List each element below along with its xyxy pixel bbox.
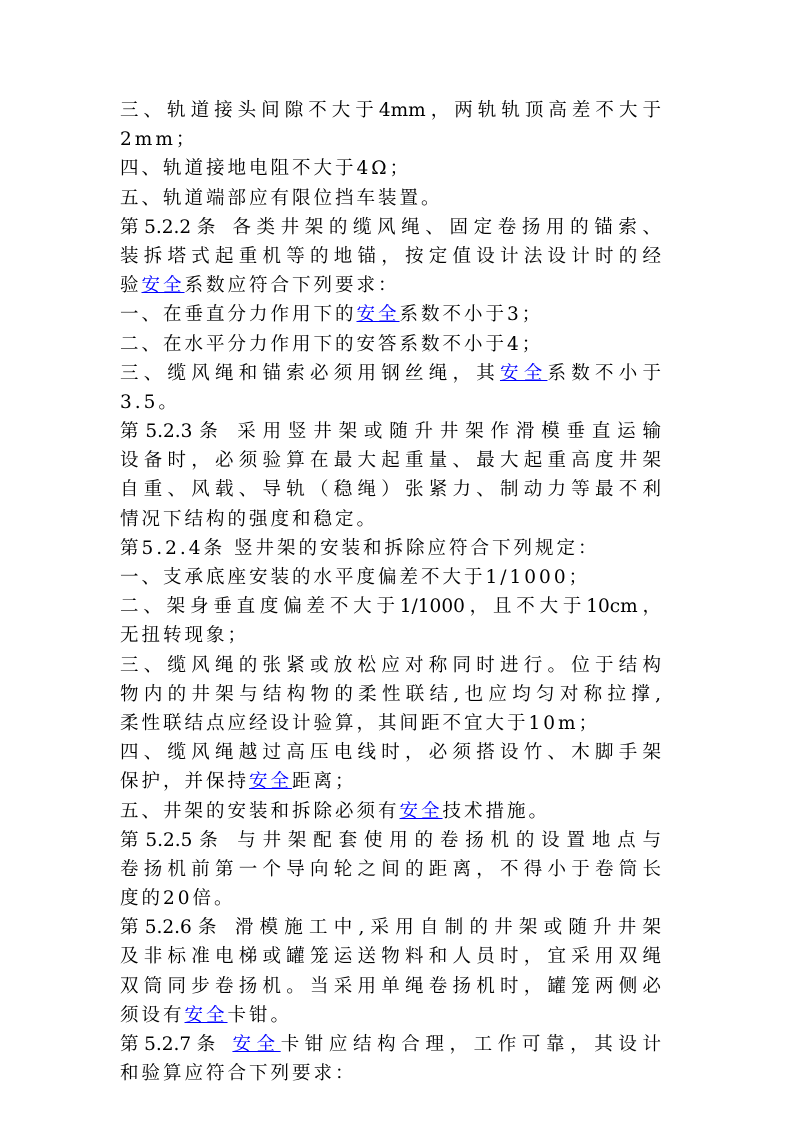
text-segment: 情况下结构的强度和稳定。	[120, 508, 379, 530]
text-segment: 第5.2.7条	[120, 1034, 233, 1055]
text-segment: 第5.2.6条 滑模施工中,采用自制的井架或随升井架	[120, 917, 661, 939]
text-segment: 三、缆风绳的张紧或放松应对称同时进行。位于结构	[120, 654, 661, 676]
keyword-link[interactable]: 安全	[184, 1004, 228, 1026]
text-segment: 双筒同步卷扬机。当采用单绳卷扬机时，罐笼两侧必	[120, 975, 661, 997]
text-segment: 一、支承底座安装的水平度偏差不大于1/1000；	[120, 567, 591, 588]
text-segment: 第5.2.4条 竖井架的安装和拆除应符合下列规定：	[120, 537, 600, 559]
text-segment: 及非标准电梯或罐笼运送物料和人员时，宜采用双绳	[120, 946, 661, 968]
text-segment: 第5.2.2条 各类井架的缆风绳、固定卷扬用的锚索、	[120, 216, 661, 238]
text-line	[120, 1059, 661, 1088]
text-line	[120, 738, 661, 767]
text-segment: 卡钳应结构合理，工作可靠，其设计	[280, 1034, 661, 1055]
text-segment: 技术措施。	[442, 800, 551, 822]
text-segment: 度的20倍。	[120, 888, 236, 910]
text-line	[120, 417, 661, 446]
keyword-link[interactable]: 安全	[399, 800, 443, 822]
text-segment: 系数不小于	[547, 362, 661, 384]
text-segment: 装拆塔式起重机等的地锚，按定值设计法设计时的经	[120, 245, 661, 267]
keyword-link[interactable]: 安全	[249, 771, 293, 793]
text-segment: 和验算应符合下列要求：	[120, 1063, 357, 1085]
text-line	[120, 154, 661, 183]
text-line	[120, 534, 661, 563]
text-segment: 二、在水平分力作用下的安答系数不小于4；	[120, 333, 544, 355]
text-segment: 系数不小于3；	[399, 304, 544, 326]
text-segment: 二、架身垂直度偏差不大于1/1000，且不大于10cm，	[120, 596, 661, 618]
text-line	[120, 621, 661, 650]
text-line	[120, 475, 661, 504]
text-segment: 验	[120, 275, 142, 297]
text-segment: 五、井架的安装和拆除必须有	[120, 800, 400, 822]
text-line	[120, 826, 661, 855]
text-segment: 第5.2.3条 采用竖井架或随升井架作滑模垂直运输	[120, 421, 661, 443]
text-line	[120, 1030, 661, 1059]
text-segment: 柔性联结点应经设计验算，其间距不宜大于10m；	[120, 712, 601, 734]
text-line	[120, 359, 661, 388]
text-line	[120, 972, 661, 1001]
text-segment: 系数应符合下列要求：	[184, 275, 400, 297]
text-segment: 自重、风载、导轨（稳绳）张紧力、制动力等最不利	[120, 479, 661, 501]
text-line	[120, 1001, 661, 1030]
text-line	[120, 300, 661, 329]
text-line	[120, 446, 661, 475]
text-line	[120, 651, 661, 680]
text-line	[120, 125, 661, 154]
text-line	[120, 884, 661, 913]
text-line	[120, 913, 661, 942]
text-segment: 距离；	[292, 771, 357, 793]
text-line	[120, 767, 661, 796]
text-segment: 物内的井架与结构物的柔性联结,也应均匀对称拉撑,	[120, 683, 661, 705]
text-segment: 第5.2.5条 与井架配套使用的卷扬机的设置地点与	[120, 829, 661, 851]
text-line	[120, 942, 661, 971]
keyword-link[interactable]: 安全	[141, 275, 185, 297]
text-segment: 五、轨道端部应有限位挡车装置。	[120, 187, 443, 209]
text-line	[120, 213, 661, 242]
text-line	[120, 592, 661, 621]
keyword-link[interactable]: 安全	[232, 1034, 281, 1055]
text-segment: 保护，并保持	[120, 771, 250, 793]
text-segment: 2mm；	[120, 129, 198, 151]
keyword-link[interactable]: 安全	[499, 362, 548, 384]
text-line	[120, 388, 661, 417]
text-line	[120, 505, 661, 534]
text-segment: 卷扬机前第一个导向轮之间的距离，不得小于卷筒长	[120, 858, 661, 880]
text-segment: 三、轨道接头间隙不大于4mm，两轨轨顶高差不大于	[120, 100, 661, 121]
text-line	[120, 709, 661, 738]
text-line	[120, 96, 661, 125]
text-line	[120, 271, 661, 300]
text-line	[120, 563, 661, 592]
text-segment: 四、轨道接地电阻不大于4Ω；	[120, 158, 412, 180]
document-body	[120, 96, 661, 1088]
text-line	[120, 855, 661, 884]
text-line	[120, 797, 661, 826]
keyword-link[interactable]: 安全	[356, 304, 400, 326]
text-line	[120, 330, 661, 359]
text-line	[120, 680, 661, 709]
text-line	[120, 184, 661, 213]
text-segment: 一、在垂直分力作用下的	[120, 304, 357, 326]
text-segment: 四、缆风绳越过高压电线时，必须搭设竹、木脚手架	[120, 742, 661, 764]
text-segment: 无扭转现象；	[120, 625, 250, 647]
text-segment: 三、缆风绳和锚索必须用钢丝绳，其	[120, 362, 500, 384]
text-segment: 须设有	[120, 1004, 185, 1026]
text-segment: 3.5。	[120, 391, 180, 413]
text-segment: 卡钳。	[227, 1004, 293, 1026]
text-line	[120, 242, 661, 271]
text-segment: 设备时，必须验算在最大起重量、最大起重高度井架	[120, 450, 661, 472]
